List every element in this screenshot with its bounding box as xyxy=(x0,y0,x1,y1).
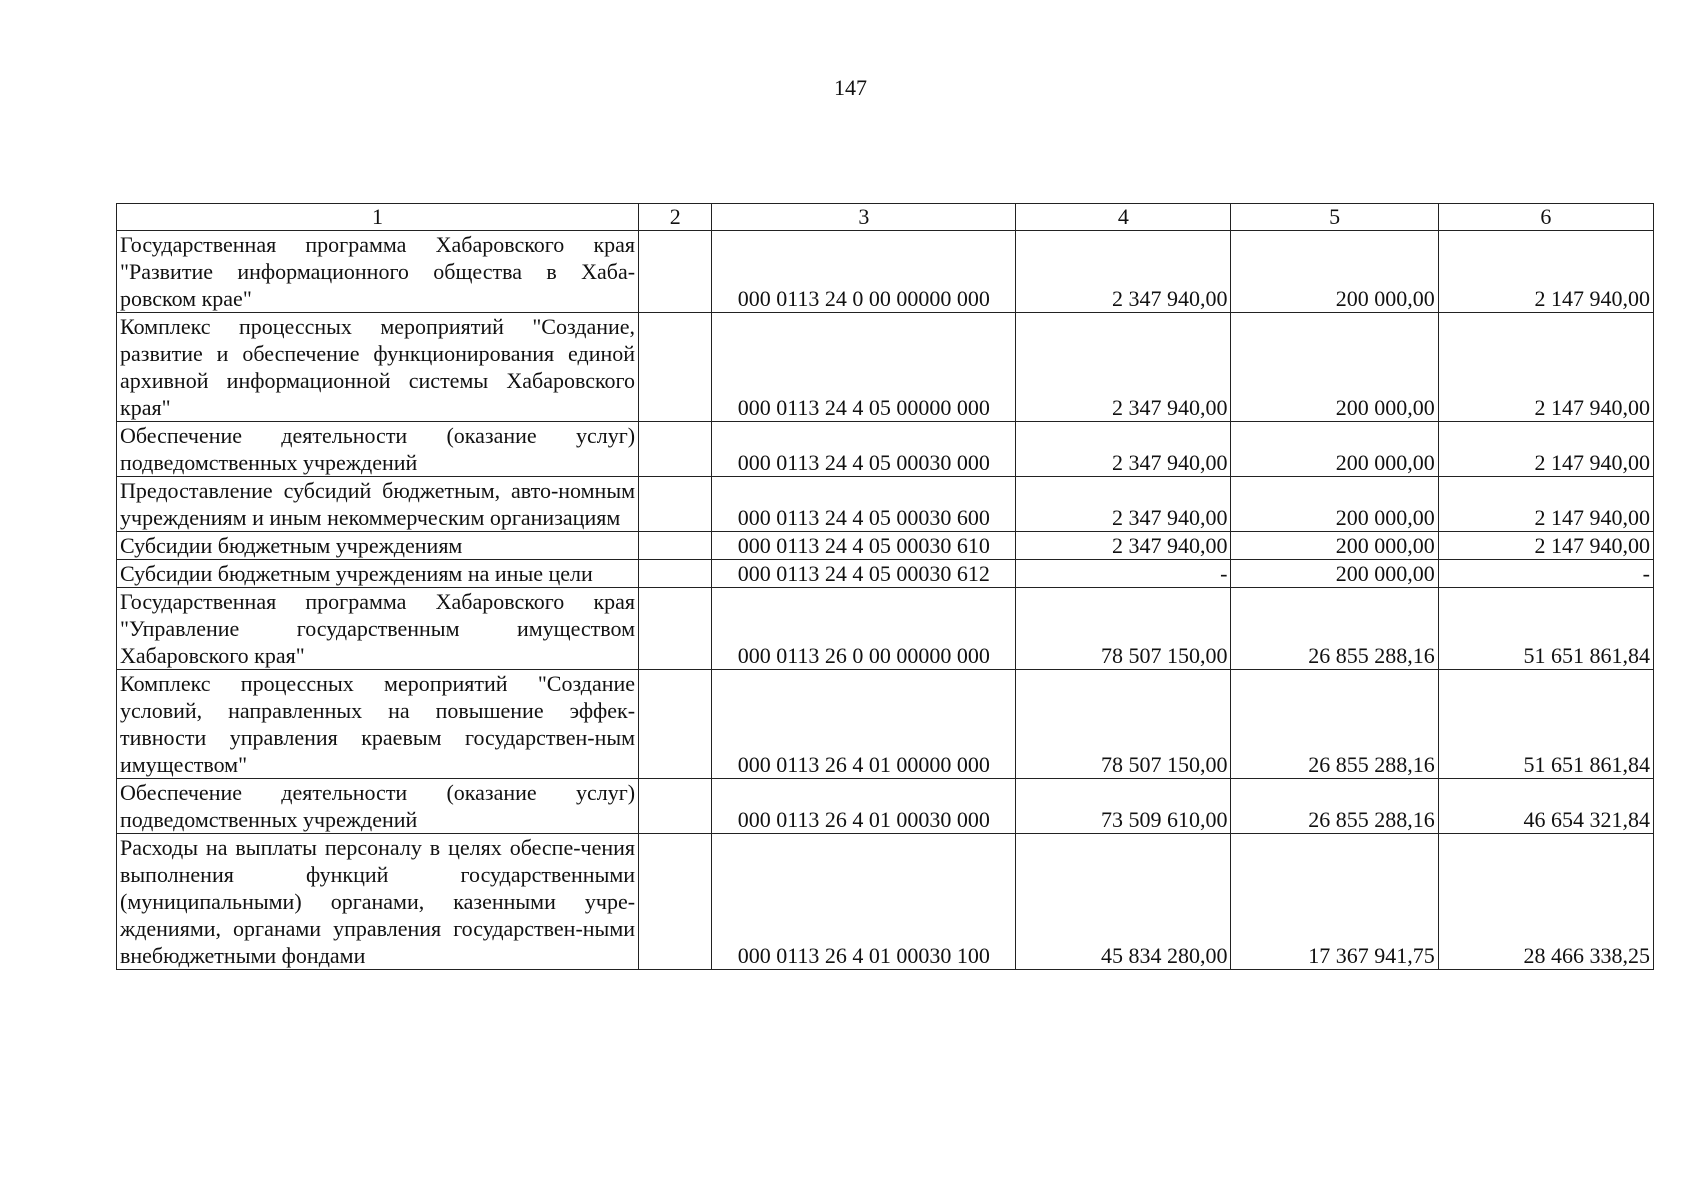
row-name: Государственная программа Хабаровского края "Управление государственным имуществом Хабаровского края" xyxy=(117,588,639,670)
row-col2 xyxy=(639,560,712,588)
row-value-5: 200 000,00 xyxy=(1231,231,1438,313)
row-value-5: 200 000,00 xyxy=(1231,313,1438,422)
row-value-6: - xyxy=(1438,560,1653,588)
row-code: 000 0113 24 0 00 00000 000 xyxy=(712,231,1016,313)
row-value-6: 51 651 861,84 xyxy=(1438,670,1653,779)
header-col-2: 2 xyxy=(639,204,712,231)
row-value-4: 78 507 150,00 xyxy=(1016,588,1231,670)
row-name: Комплекс процессных мероприятий "Создание, развитие и обеспечение функционирования единой архивной информационной системы Хабаровского края" xyxy=(117,313,639,422)
row-code: 000 0113 26 0 00 00000 000 xyxy=(712,588,1016,670)
row-code: 000 0113 26 4 01 00000 000 xyxy=(712,670,1016,779)
row-name: Обеспечение деятельности (оказание услуг) подведомственных учреждений xyxy=(117,779,639,834)
header-col-4: 4 xyxy=(1016,204,1231,231)
row-value-5: 26 855 288,16 xyxy=(1231,588,1438,670)
row-value-4: 73 509 610,00 xyxy=(1016,779,1231,834)
row-value-5: 200 000,00 xyxy=(1231,422,1438,477)
row-value-5: 17 367 941,75 xyxy=(1231,834,1438,970)
table-row xyxy=(117,670,1654,779)
row-col2 xyxy=(639,779,712,834)
row-name: Расходы на выплаты персоналу в целях обеспе-чения выполнения функций государственными (муниципальными) органами, казенными учре-ждениями, органами управления государствен-ными внебюджетными фондами xyxy=(117,834,639,970)
row-value-6: 2 147 940,00 xyxy=(1438,313,1653,422)
row-value-4: - xyxy=(1016,560,1231,588)
table-row xyxy=(117,422,1654,477)
row-value-5: 26 855 288,16 xyxy=(1231,779,1438,834)
table-row xyxy=(117,313,1654,422)
table-row xyxy=(117,560,1654,588)
row-value-4: 2 347 940,00 xyxy=(1016,532,1231,560)
header-col-5: 5 xyxy=(1231,204,1438,231)
row-col2 xyxy=(639,313,712,422)
row-name: Государственная программа Хабаровского края "Развитие информационного общества в Хаба-ровском крае" xyxy=(117,231,639,313)
table-row xyxy=(117,779,1654,834)
row-col2 xyxy=(639,532,712,560)
row-name: Субсидии бюджетным учреждениям на иные цели xyxy=(117,560,639,588)
row-value-6: 2 147 940,00 xyxy=(1438,422,1653,477)
row-code: 000 0113 24 4 05 00030 612 xyxy=(712,560,1016,588)
row-value-4: 2 347 940,00 xyxy=(1016,313,1231,422)
header-col-6: 6 xyxy=(1438,204,1653,231)
header-col-3: 3 xyxy=(712,204,1016,231)
row-value-5: 200 000,00 xyxy=(1231,532,1438,560)
table-row xyxy=(117,532,1654,560)
row-value-6: 2 147 940,00 xyxy=(1438,231,1653,313)
row-name: Обеспечение деятельности (оказание услуг) подведомственных учреждений xyxy=(117,422,639,477)
row-code: 000 0113 24 4 05 00030 600 xyxy=(712,477,1016,532)
row-value-4: 2 347 940,00 xyxy=(1016,231,1231,313)
page-number: 147 xyxy=(834,75,867,100)
row-value-4: 45 834 280,00 xyxy=(1016,834,1231,970)
table-row xyxy=(117,231,1654,313)
row-value-6: 51 651 861,84 xyxy=(1438,588,1653,670)
row-code: 000 0113 26 4 01 00030 100 xyxy=(712,834,1016,970)
row-col2 xyxy=(639,670,712,779)
row-value-6: 28 466 338,25 xyxy=(1438,834,1653,970)
row-col2 xyxy=(639,231,712,313)
row-value-5: 26 855 288,16 xyxy=(1231,670,1438,779)
table-row xyxy=(117,477,1654,532)
row-name: Предоставление субсидий бюджетным, авто-номным учреждениям и иным некоммерческим организациям xyxy=(117,477,639,532)
row-col2 xyxy=(639,834,712,970)
row-code: 000 0113 26 4 01 00030 000 xyxy=(712,779,1016,834)
row-code: 000 0113 24 4 05 00000 000 xyxy=(712,313,1016,422)
row-value-4: 78 507 150,00 xyxy=(1016,670,1231,779)
row-value-6: 46 654 321,84 xyxy=(1438,779,1653,834)
row-col2 xyxy=(639,422,712,477)
row-code: 000 0113 24 4 05 00030 610 xyxy=(712,532,1016,560)
row-col2 xyxy=(639,588,712,670)
row-value-6: 2 147 940,00 xyxy=(1438,532,1653,560)
row-value-4: 2 347 940,00 xyxy=(1016,477,1231,532)
row-code: 000 0113 24 4 05 00030 000 xyxy=(712,422,1016,477)
row-name: Субсидии бюджетным учреждениям xyxy=(117,532,639,560)
row-value-5: 200 000,00 xyxy=(1231,477,1438,532)
row-value-6: 2 147 940,00 xyxy=(1438,477,1653,532)
row-value-5: 200 000,00 xyxy=(1231,560,1438,588)
table-row xyxy=(117,588,1654,670)
row-name: Комплекс процессных мероприятий "Создание условий, направленных на повышение эффек-тивности управления краевым государствен-ным имуществом" xyxy=(117,670,639,779)
row-col2 xyxy=(639,477,712,532)
budget-table xyxy=(116,203,1654,970)
row-value-4: 2 347 940,00 xyxy=(1016,422,1231,477)
table-row xyxy=(117,834,1654,970)
header-col-1: 1 xyxy=(117,204,639,231)
table-header-row xyxy=(117,204,1654,231)
